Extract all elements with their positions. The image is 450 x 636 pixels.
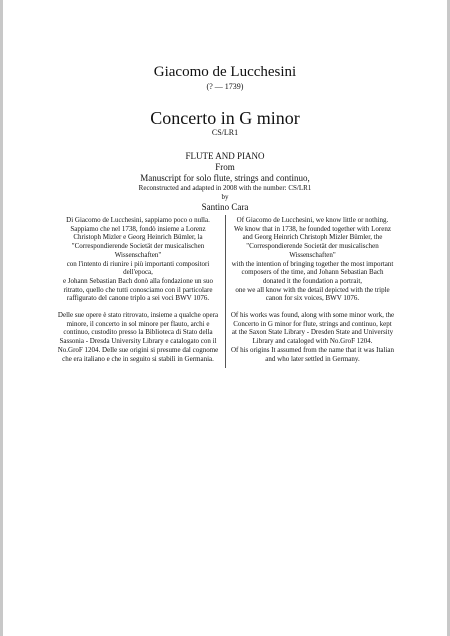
text-line: Christoph Mizler e Georg Heinrich Bümler, la (73, 233, 203, 242)
italian-biography (53, 216, 223, 363)
score-cover-page (3, 0, 447, 636)
text-line: Of Giacomo de Lucchesini, we know little or nothing. (236, 216, 389, 224)
text-line: Sassonia - Dresda University Library e catalogato con il (59, 337, 217, 346)
text-line: and Georg Heinrich Christoph Mizler Bümler, the (242, 233, 383, 242)
column-divider (225, 215, 226, 368)
english-biography (230, 216, 395, 363)
italian-paragraph-1 (53, 216, 223, 303)
from-label: From (215, 162, 235, 172)
text-line: Of his works was found, along with some minor work, the (230, 311, 395, 320)
work-title: Concerto in G minor (150, 108, 300, 128)
text-line: "Correspondierende Societät der musicalischen (71, 242, 205, 251)
manuscript-source: Manuscript for solo flute, strings and continuo, (140, 173, 310, 183)
text-line: che era italiano e che in seguito si stabilì in Germania. (62, 354, 214, 363)
edition-info (3, 151, 447, 213)
composer-name: Giacomo de Lucchesini (153, 64, 297, 80)
instrumentation: FLUTE AND PIANO (185, 151, 265, 161)
text-line: "Correspondierende Societät der musicalischen (246, 242, 379, 251)
text-line: donated it the foundation a portrait, (262, 276, 363, 285)
text-line: one we all know with the detail depicted with the triple (235, 285, 390, 294)
composer-dates: (? — 1739) (206, 82, 244, 91)
by-label: by (221, 193, 229, 201)
text-line: Wissenschaften" (289, 250, 336, 259)
text-line: and who later settled in Germany. (265, 354, 360, 363)
text-line: Concerto in G minor for flute, strings and continuo, kept (233, 319, 392, 328)
text-line: with the intention of bringing together the most important (231, 259, 394, 268)
text-line: ritratto, quello che tutti conosciamo con il particolare (63, 285, 213, 294)
text-line: composers of the time, and Johann Sebastian Bach (241, 268, 384, 277)
editor-name: Santino Cara (201, 202, 249, 212)
text-line: at the Saxon State Library - Dresden State and University (231, 328, 394, 337)
text-line: Of his origins It assumed from the name that it was Italian (230, 345, 395, 354)
italian-paragraph-2 (53, 311, 223, 363)
text-line: minore, il concerto in sol minore per flauto, archi e (66, 319, 210, 328)
text-line: e Johann Sebastian Bach donò alla fondazione un suo (62, 276, 214, 285)
text-line: dell'epoca, (123, 268, 153, 277)
reconstruction-note: Reconstructed and adapted in 2008 with the number: CS/LR1 (138, 184, 312, 192)
text-line: Delle sue opere è stato ritrovato, insieme a qualche opera (57, 311, 219, 320)
english-paragraph-2 (230, 311, 395, 363)
text-line: continuo, custodito presso la Biblioteca di Stato della (63, 328, 213, 337)
text-line: Library and cataloged with No.GroF 1204. (252, 337, 373, 346)
text-line: We know that in 1738, he founded together with Lorenz (234, 224, 391, 233)
catalog-number: CS/LR1 (211, 128, 239, 137)
text-line: Sappiamo che nel 1738, fondò insieme a Lorenz (70, 224, 206, 233)
text-line: raffigurato del canone triplo a sei voci BWV 1076. (66, 294, 210, 303)
text-line: No.GroF 1204. Delle sue origini si presume dal cognome (57, 345, 219, 354)
text-line: Wissenschaften" (114, 250, 162, 259)
text-line: canon for six voices, BWV 1076. (265, 294, 360, 303)
english-paragraph-1 (230, 216, 395, 303)
text-line: Di Giacomo de Lucchesini, sappiamo poco o nulla. (66, 216, 210, 224)
text-line: con l'intento di riunire i più importanti compositori (66, 259, 210, 268)
